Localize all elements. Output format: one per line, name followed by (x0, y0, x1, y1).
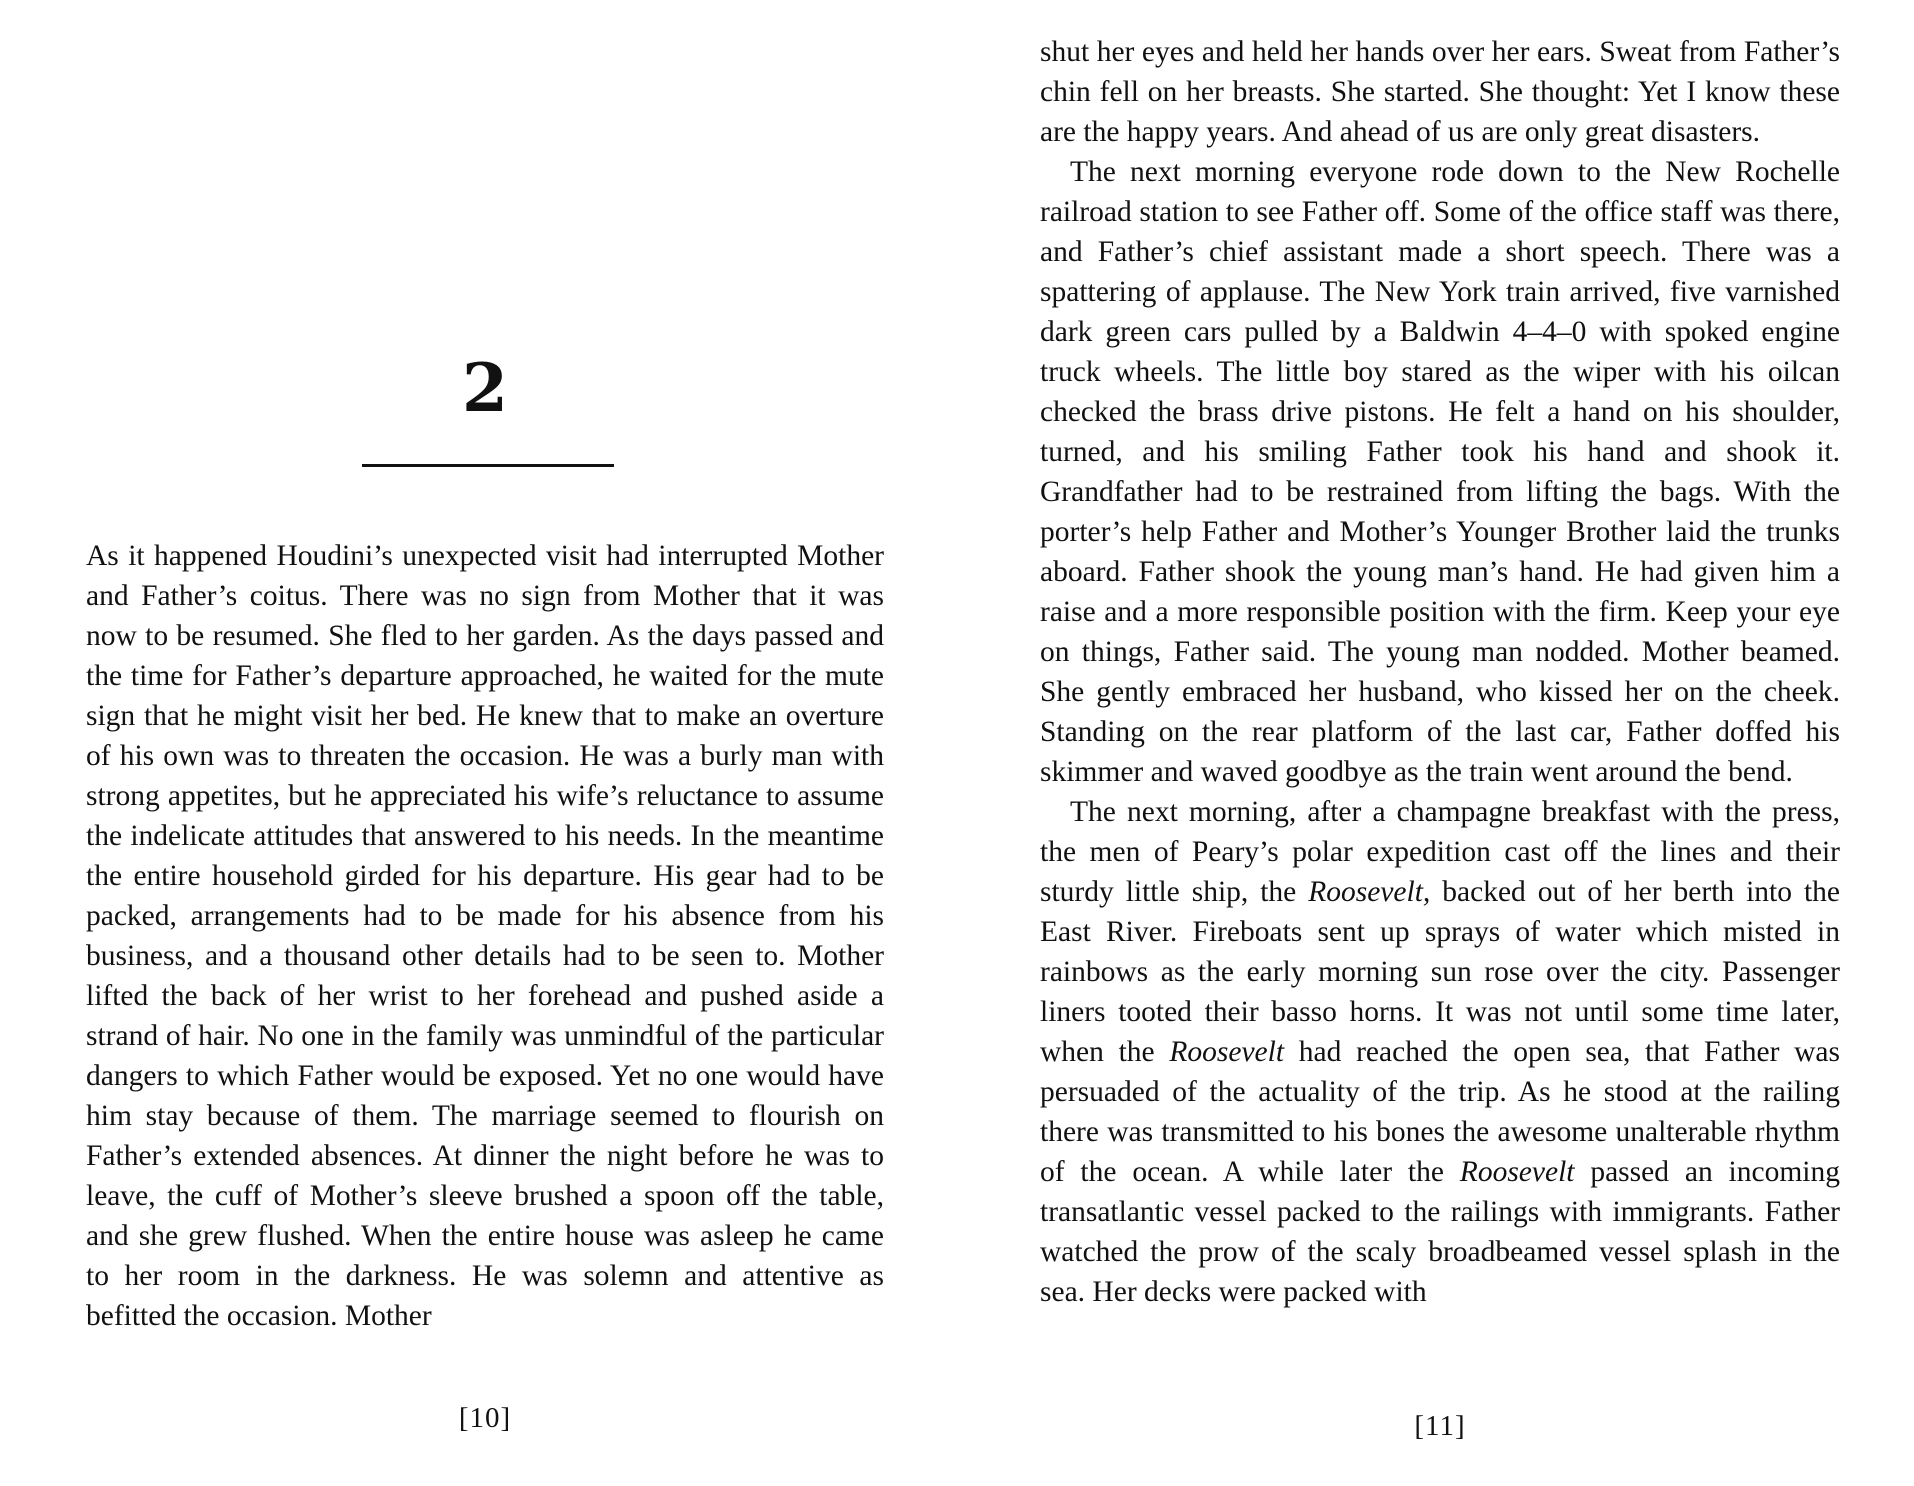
right-page (957, 0, 1914, 1486)
paragraph-text: had reached the open sea, that Father was persuaded of the actuality of the trip. As he stood at the railing there was transmitted to his bones the awesome unalterable rhythm of the ocean. A while later the (1040, 1036, 1840, 1188)
paragraph-continued: shut her eyes and held her hands over her ears. Sweat from Father’s chin fell on her breasts. She started. She thought: Yet I know these are the happy years. And ahead of us are only great disasters. (1040, 36, 1840, 148)
paragraph-text: passed an incoming transatlantic vessel packed to the railings with immigrants. Father watched the prow of the scaly broadbeamed vessel splash in the sea. Her decks were packed with (1040, 1156, 1840, 1308)
left-page-body (86, 536, 884, 1336)
right-page-body (1040, 32, 1840, 1312)
ship-name-italic: Roosevelt (1169, 1036, 1285, 1068)
chapter-number: 2 (462, 349, 508, 427)
paragraph-text: The next morning, after a champagne breakfast with the press, the men of Peary’s polar expedition cast off the lines and their sturdy little ship, the (1040, 796, 1840, 908)
ship-name-italic: Roosevelt (1459, 1156, 1575, 1188)
paragraph: As it happened Houdini’s unexpected visit had interrupted Mother and Father’s coitus. There was no sign from Mother that it was now to be resumed. She fled to her garden. As the days passed and the time for Father’s departure approached, he waited for the mute sign that he might visit her bed. He knew that to make an overture of his own was to threaten the occasion. He was a burly man with strong appetites, but he appreciated his wife’s reluctance to assume the indelicate attitudes that answered to his needs. In the meantime the entire household girded for his departure. His gear had to be packed, arrangements had to be made for his absence from his business, and a thousand other details had to be seen to. Mother lifted the back of her wrist to her forehead and pushed aside a strand of hair. No one in the family was unmindful of the particular dangers to which Father would be exposed. Yet no one would have him stay because of them. The marriage seemed to flourish on Father’s extended absences. At dinner the night before he was to leave, the cuff of Mother’s sleeve brushed a spoon off the table, and she grew flushed. When the entire house was asleep he came to her room in the darkness. He was solemn and attentive as befitted the occasion. Mother (86, 540, 884, 1332)
paragraph-text: backed out of her berth into the East River. Fireboats sent up sprays of water which misted in rainbows as the early morning sun rose over the city. Passenger liners tooted their basso horns. It was not until some time later, when the (1040, 876, 1840, 1068)
page-number: [11] (1414, 1410, 1466, 1442)
paragraph: The next morning everyone rode down to the New Rochelle railroad station to see Father off. Some of the office staff was there, and Father’s chief assistant made a short speech. There was a spattering of applause. The New York train arrived, five varnished dark green cars pulled by a Baldwin 4–4–0 with spoked engine truck wheels. The little boy stared as the wiper with his oilcan checked the brass drive pistons. He felt a hand on his shoulder, turned, and his smiling Father took his hand and shook it. Grandfather had to be restrained from lifting the bags. With the porter’s help Father and Mother’s Younger Brother laid the trunks aboard. Father shook the young man’s hand. He had given him a raise and a more responsible position with the firm. Keep your eye on things, Father said. The young man nodded. Mother beamed. She gently embraced her husband, who kissed her on the cheek. Standing on the rear platform of the last car, Father doffed his skimmer and waved goodbye as the train went around the bend. (1040, 156, 1840, 788)
chapter-rule-divider (362, 464, 614, 467)
ship-name-italic: Roosevelt, (1308, 876, 1431, 908)
page-number: [10] (458, 1402, 512, 1434)
paragraph (1040, 792, 1840, 1312)
